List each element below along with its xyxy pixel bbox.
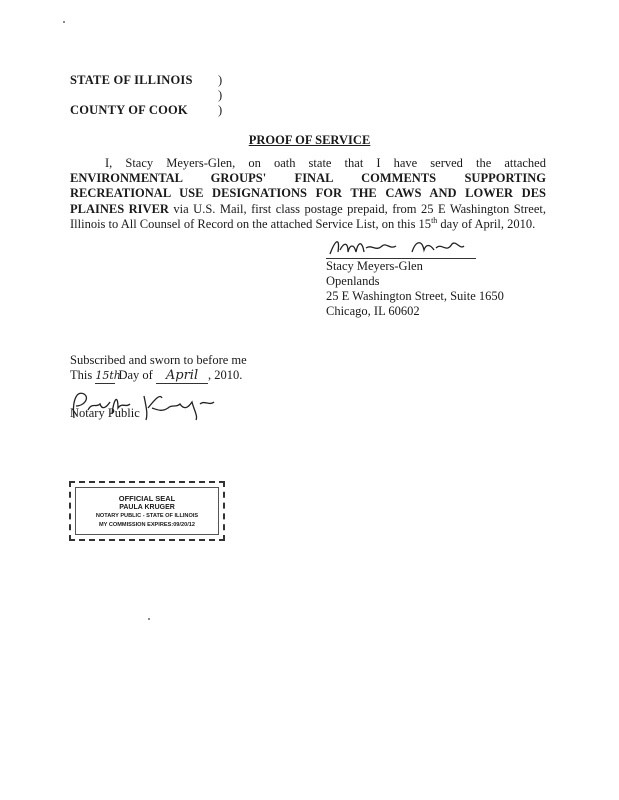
seal-line-official: OFFICIAL SEAL <box>118 494 176 503</box>
signer-organization: Openlands <box>326 274 380 288</box>
signer-address: 25 E Washington Street, Suite 1650 <box>326 289 504 303</box>
seal-inner-border <box>75 487 219 535</box>
seal-line-name: PAULA KRUGER <box>119 504 175 511</box>
seal-line-state: NOTARY PUBLIC - STATE OF ILLINOIS <box>95 513 199 519</box>
venue-paren: ) <box>218 73 223 87</box>
handwritten-signature <box>326 232 476 260</box>
venue-paren: ) <box>218 103 223 117</box>
signer-name: Stacy Meyers-Glen <box>326 259 423 273</box>
venue-state-row <box>70 73 270 88</box>
affidavit-paragraph <box>70 156 546 232</box>
seal-line-commission: MY COMMISSION EXPIRES:09/20/12 <box>99 522 195 528</box>
jurat-date-line <box>70 368 320 384</box>
affidavit-middle: via U.S. Mail, first class postage prepaid, from 25 E Washington Street, Illinois to All Counsel of Record on the attached Service List, on this 15 <box>70 201 547 231</box>
venue-state: STATE OF ILLINOIS <box>70 73 193 87</box>
proof-of-service-heading: PROOF OF SERVICE <box>248 133 371 147</box>
jurat-day-value: 15th <box>95 369 121 382</box>
jurat-day-of-label: Day of <box>118 368 153 382</box>
scan-speck <box>148 618 150 620</box>
scan-speck <box>63 21 65 23</box>
venue-blank-row <box>70 88 270 103</box>
affidavit-intro: I, Stacy Meyers-Glen, on oath state that I have served the attached <box>105 156 546 170</box>
venue-caption <box>70 73 270 118</box>
notary-public-label: Notary Public <box>70 406 140 420</box>
served-document-title: ENVIRONMENTAL GROUPS' FINAL COMMENTS SUPPORTING RECREATIONAL USE DESIGNATIONS FOR THE CAWS AND LOWER DES PLAINES RIVER <box>70 171 546 216</box>
venue-county: COUNTY OF COOK <box>70 103 188 117</box>
venue-county-row <box>70 103 270 118</box>
signature-line <box>326 232 476 259</box>
signature-block <box>326 232 546 319</box>
jurat-statement: Subscribed and sworn to before me <box>70 353 247 367</box>
venue-paren: ) <box>218 88 223 102</box>
signer-city: Chicago, IL 60602 <box>326 304 420 318</box>
notary-seal-stamp <box>69 481 225 541</box>
jurat-this-label: This <box>70 368 93 382</box>
notary-block <box>70 353 320 421</box>
ordinal-suffix: th <box>431 215 438 225</box>
jurat-year: , 2010. <box>207 368 243 382</box>
jurat-month-value: April <box>156 368 208 384</box>
document-title <box>0 131 619 149</box>
affidavit-end: day of April, 2010. <box>437 216 536 231</box>
